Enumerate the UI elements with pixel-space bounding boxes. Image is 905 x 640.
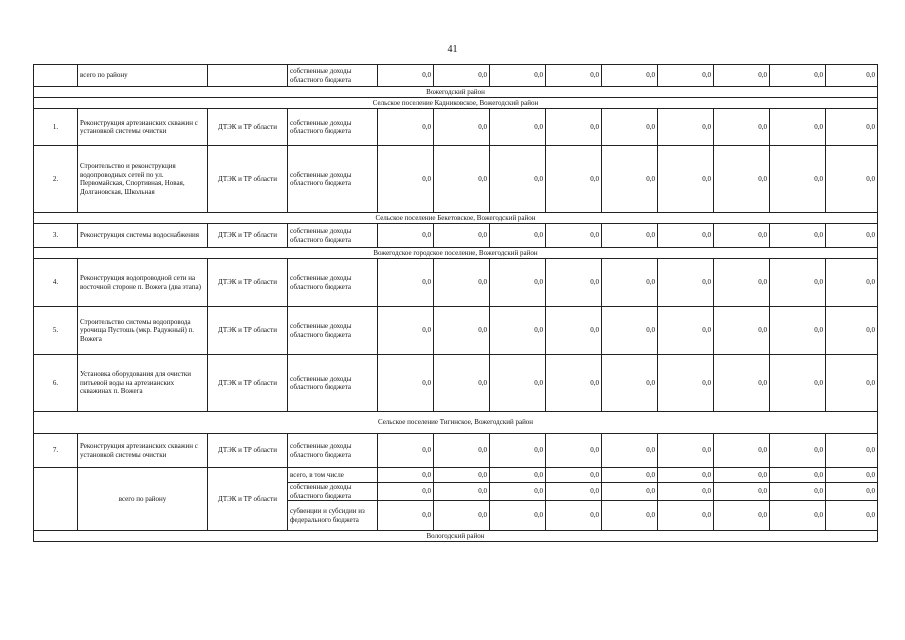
- amount-cell: 0,0: [658, 259, 714, 307]
- amount-cell: 0,0: [770, 468, 826, 483]
- row-number: 7.: [34, 434, 78, 468]
- amount-cell: 0,0: [826, 65, 878, 87]
- section-title: Сельское поселение Кадниковское, Вожегодский район: [34, 98, 878, 109]
- table-row: [34, 434, 878, 468]
- amount-cell: 0,0: [434, 65, 490, 87]
- section-row: [34, 531, 878, 542]
- section-row: [34, 87, 878, 98]
- executor: ДТЭК и ТР области: [208, 259, 288, 307]
- amount-cell: 0,0: [546, 355, 602, 412]
- amount-cell: 0,0: [490, 146, 546, 213]
- amount-cell: 0,0: [378, 109, 434, 146]
- amount-cell: 0,0: [826, 501, 878, 531]
- funding-source: собственные доходы областного бюджета: [288, 307, 378, 355]
- budget-table: [33, 64, 878, 542]
- measure-name: Реконструкция артезианских скважин с установкой системы очистки: [78, 109, 208, 146]
- amount-cell: 0,0: [378, 355, 434, 412]
- amount-cell: 0,0: [602, 65, 658, 87]
- amount-cell: 0,0: [434, 224, 490, 248]
- amount-cell: 0,0: [714, 501, 770, 531]
- section-title: Сельское поселение Тигинское, Вожегодский район: [34, 412, 878, 434]
- amount-cell: 0,0: [602, 501, 658, 531]
- amount-cell: 0,0: [714, 224, 770, 248]
- executor: ДТЭК и ТР области: [208, 224, 288, 248]
- section-row: [34, 412, 878, 434]
- amount-cell: 0,0: [434, 146, 490, 213]
- amount-cell: 0,0: [546, 259, 602, 307]
- amount-cell: 0,0: [434, 355, 490, 412]
- table-row: [34, 224, 878, 248]
- amount-cell: 0,0: [490, 109, 546, 146]
- row-number: [34, 65, 78, 87]
- amount-cell: 0,0: [378, 483, 434, 501]
- amount-cell: 0,0: [714, 259, 770, 307]
- row-number: 5.: [34, 307, 78, 355]
- measure-name: Реконструкция системы водоснабжения: [78, 224, 208, 248]
- amount-cell: 0,0: [546, 483, 602, 501]
- funding-source: собственные доходы областного бюджета: [288, 355, 378, 412]
- amount-cell: 0,0: [546, 501, 602, 531]
- funding-source: собственные доходы областного бюджета: [288, 483, 378, 501]
- amount-cell: 0,0: [378, 259, 434, 307]
- funding-source: собственные доходы областного бюджета: [288, 224, 378, 248]
- amount-cell: 0,0: [770, 501, 826, 531]
- amount-cell: 0,0: [490, 65, 546, 87]
- amount-cell: 0,0: [826, 259, 878, 307]
- funding-source: собственные доходы областного бюджета: [288, 259, 378, 307]
- amount-cell: 0,0: [658, 65, 714, 87]
- row-number: 2.: [34, 146, 78, 213]
- measure-name: Установка оборудования для очистки питьевой воды на артезианских скважинах п. Вожега: [78, 355, 208, 412]
- amount-cell: 0,0: [826, 307, 878, 355]
- executor: [208, 65, 288, 87]
- amount-cell: 0,0: [602, 468, 658, 483]
- executor: ДТЭК и ТР области: [208, 434, 288, 468]
- table-row: [34, 146, 878, 213]
- amount-cell: 0,0: [770, 109, 826, 146]
- row-number: 1.: [34, 109, 78, 146]
- amount-cell: 0,0: [658, 146, 714, 213]
- amount-cell: 0,0: [490, 259, 546, 307]
- amount-cell: 0,0: [434, 483, 490, 501]
- amount-cell: 0,0: [826, 468, 878, 483]
- amount-cell: 0,0: [658, 109, 714, 146]
- amount-cell: 0,0: [546, 146, 602, 213]
- amount-cell: 0,0: [714, 146, 770, 213]
- amount-cell: 0,0: [602, 259, 658, 307]
- amount-cell: 0,0: [770, 434, 826, 468]
- amount-cell: 0,0: [770, 483, 826, 501]
- amount-cell: 0,0: [770, 259, 826, 307]
- page-number: 41: [447, 44, 458, 55]
- amount-cell: 0,0: [602, 146, 658, 213]
- table-row: [34, 307, 878, 355]
- amount-cell: 0,0: [546, 109, 602, 146]
- amount-cell: 0,0: [490, 224, 546, 248]
- amount-cell: 0,0: [378, 307, 434, 355]
- section-title: Вожегодское городское поселение, Вожегодский район: [34, 248, 878, 259]
- amount-cell: 0,0: [658, 434, 714, 468]
- amount-cell: 0,0: [434, 501, 490, 531]
- amount-cell: 0,0: [826, 109, 878, 146]
- measure-name: всего по району: [78, 65, 208, 87]
- amount-cell: 0,0: [770, 146, 826, 213]
- amount-cell: 0,0: [770, 355, 826, 412]
- funding-source: собственные доходы областного бюджета: [288, 434, 378, 468]
- amount-cell: 0,0: [490, 483, 546, 501]
- amount-cell: 0,0: [490, 307, 546, 355]
- amount-cell: 0,0: [770, 224, 826, 248]
- amount-cell: 0,0: [602, 483, 658, 501]
- amount-cell: 0,0: [658, 307, 714, 355]
- section-row: [34, 213, 878, 224]
- amount-cell: 0,0: [826, 355, 878, 412]
- total-row: [34, 468, 878, 483]
- table-row: [34, 109, 878, 146]
- amount-cell: 0,0: [714, 109, 770, 146]
- funding-source: собственные доходы областного бюджета: [288, 65, 378, 87]
- amount-cell: 0,0: [378, 65, 434, 87]
- row-number: [34, 468, 78, 531]
- amount-cell: 0,0: [490, 501, 546, 531]
- amount-cell: 0,0: [378, 501, 434, 531]
- amount-cell: 0,0: [602, 224, 658, 248]
- amount-cell: 0,0: [714, 307, 770, 355]
- amount-cell: 0,0: [826, 224, 878, 248]
- measure-name: Реконструкция водопроводной сети на восточной стороне п. Вожега (два этапа): [78, 259, 208, 307]
- amount-cell: 0,0: [546, 224, 602, 248]
- amount-cell: 0,0: [434, 434, 490, 468]
- amount-cell: 0,0: [658, 501, 714, 531]
- total-row: [34, 65, 878, 87]
- amount-cell: 0,0: [658, 483, 714, 501]
- amount-cell: 0,0: [658, 355, 714, 412]
- executor: ДТЭК и ТР области: [208, 468, 288, 531]
- amount-cell: 0,0: [434, 259, 490, 307]
- amount-cell: 0,0: [490, 468, 546, 483]
- amount-cell: 0,0: [714, 483, 770, 501]
- amount-cell: 0,0: [546, 468, 602, 483]
- amount-cell: 0,0: [378, 224, 434, 248]
- amount-cell: 0,0: [602, 109, 658, 146]
- section-title: Вологодский район: [34, 531, 878, 542]
- amount-cell: 0,0: [714, 65, 770, 87]
- section-row: [34, 248, 878, 259]
- amount-cell: 0,0: [602, 307, 658, 355]
- amount-cell: 0,0: [602, 355, 658, 412]
- funding-source: всего, в том числе: [288, 468, 378, 483]
- executor: ДТЭК и ТР области: [208, 307, 288, 355]
- amount-cell: 0,0: [770, 307, 826, 355]
- row-number: 3.: [34, 224, 78, 248]
- executor: ДТЭК и ТР области: [208, 109, 288, 146]
- measure-name: Строительство и реконструкция водопроводных сетей по ул. Первомайская, Спортивная, Новая, Долгановская, Школьная: [78, 146, 208, 213]
- amount-cell: 0,0: [490, 434, 546, 468]
- measure-name: Реконструкция артезианских скважин с установкой системы очистки: [78, 434, 208, 468]
- funding-source: собственные доходы областного бюджета: [288, 109, 378, 146]
- amount-cell: 0,0: [826, 146, 878, 213]
- funding-source: субвенции и субсидии из федерального бюджета: [288, 501, 378, 531]
- table-body: [34, 65, 878, 542]
- measure-name: всего по району: [78, 468, 208, 531]
- executor: ДТЭК и ТР области: [208, 355, 288, 412]
- amount-cell: 0,0: [434, 468, 490, 483]
- amount-cell: 0,0: [770, 65, 826, 87]
- table-row: [34, 355, 878, 412]
- amount-cell: 0,0: [434, 109, 490, 146]
- executor: ДТЭК и ТР области: [208, 146, 288, 213]
- amount-cell: 0,0: [658, 224, 714, 248]
- amount-cell: 0,0: [714, 355, 770, 412]
- amount-cell: 0,0: [826, 483, 878, 501]
- row-number: 4.: [34, 259, 78, 307]
- section-title: Сельское поселение Бекетовское, Вожегодский район: [34, 213, 878, 224]
- funding-source: собственные доходы областного бюджета: [288, 146, 378, 213]
- amount-cell: 0,0: [826, 434, 878, 468]
- amount-cell: 0,0: [490, 355, 546, 412]
- amount-cell: 0,0: [546, 307, 602, 355]
- section-title: Вожегодский район: [34, 87, 878, 98]
- measure-name: Строительство системы водопровода урочища Пустошь (мкр. Радужный) п. Вожега: [78, 307, 208, 355]
- amount-cell: 0,0: [378, 434, 434, 468]
- table-row: [34, 259, 878, 307]
- amount-cell: 0,0: [602, 434, 658, 468]
- amount-cell: 0,0: [378, 468, 434, 483]
- amount-cell: 0,0: [714, 468, 770, 483]
- amount-cell: 0,0: [434, 307, 490, 355]
- amount-cell: 0,0: [546, 65, 602, 87]
- amount-cell: 0,0: [378, 146, 434, 213]
- amount-cell: 0,0: [658, 468, 714, 483]
- row-number: 6.: [34, 355, 78, 412]
- amount-cell: 0,0: [714, 434, 770, 468]
- section-row: [34, 98, 878, 109]
- amount-cell: 0,0: [546, 434, 602, 468]
